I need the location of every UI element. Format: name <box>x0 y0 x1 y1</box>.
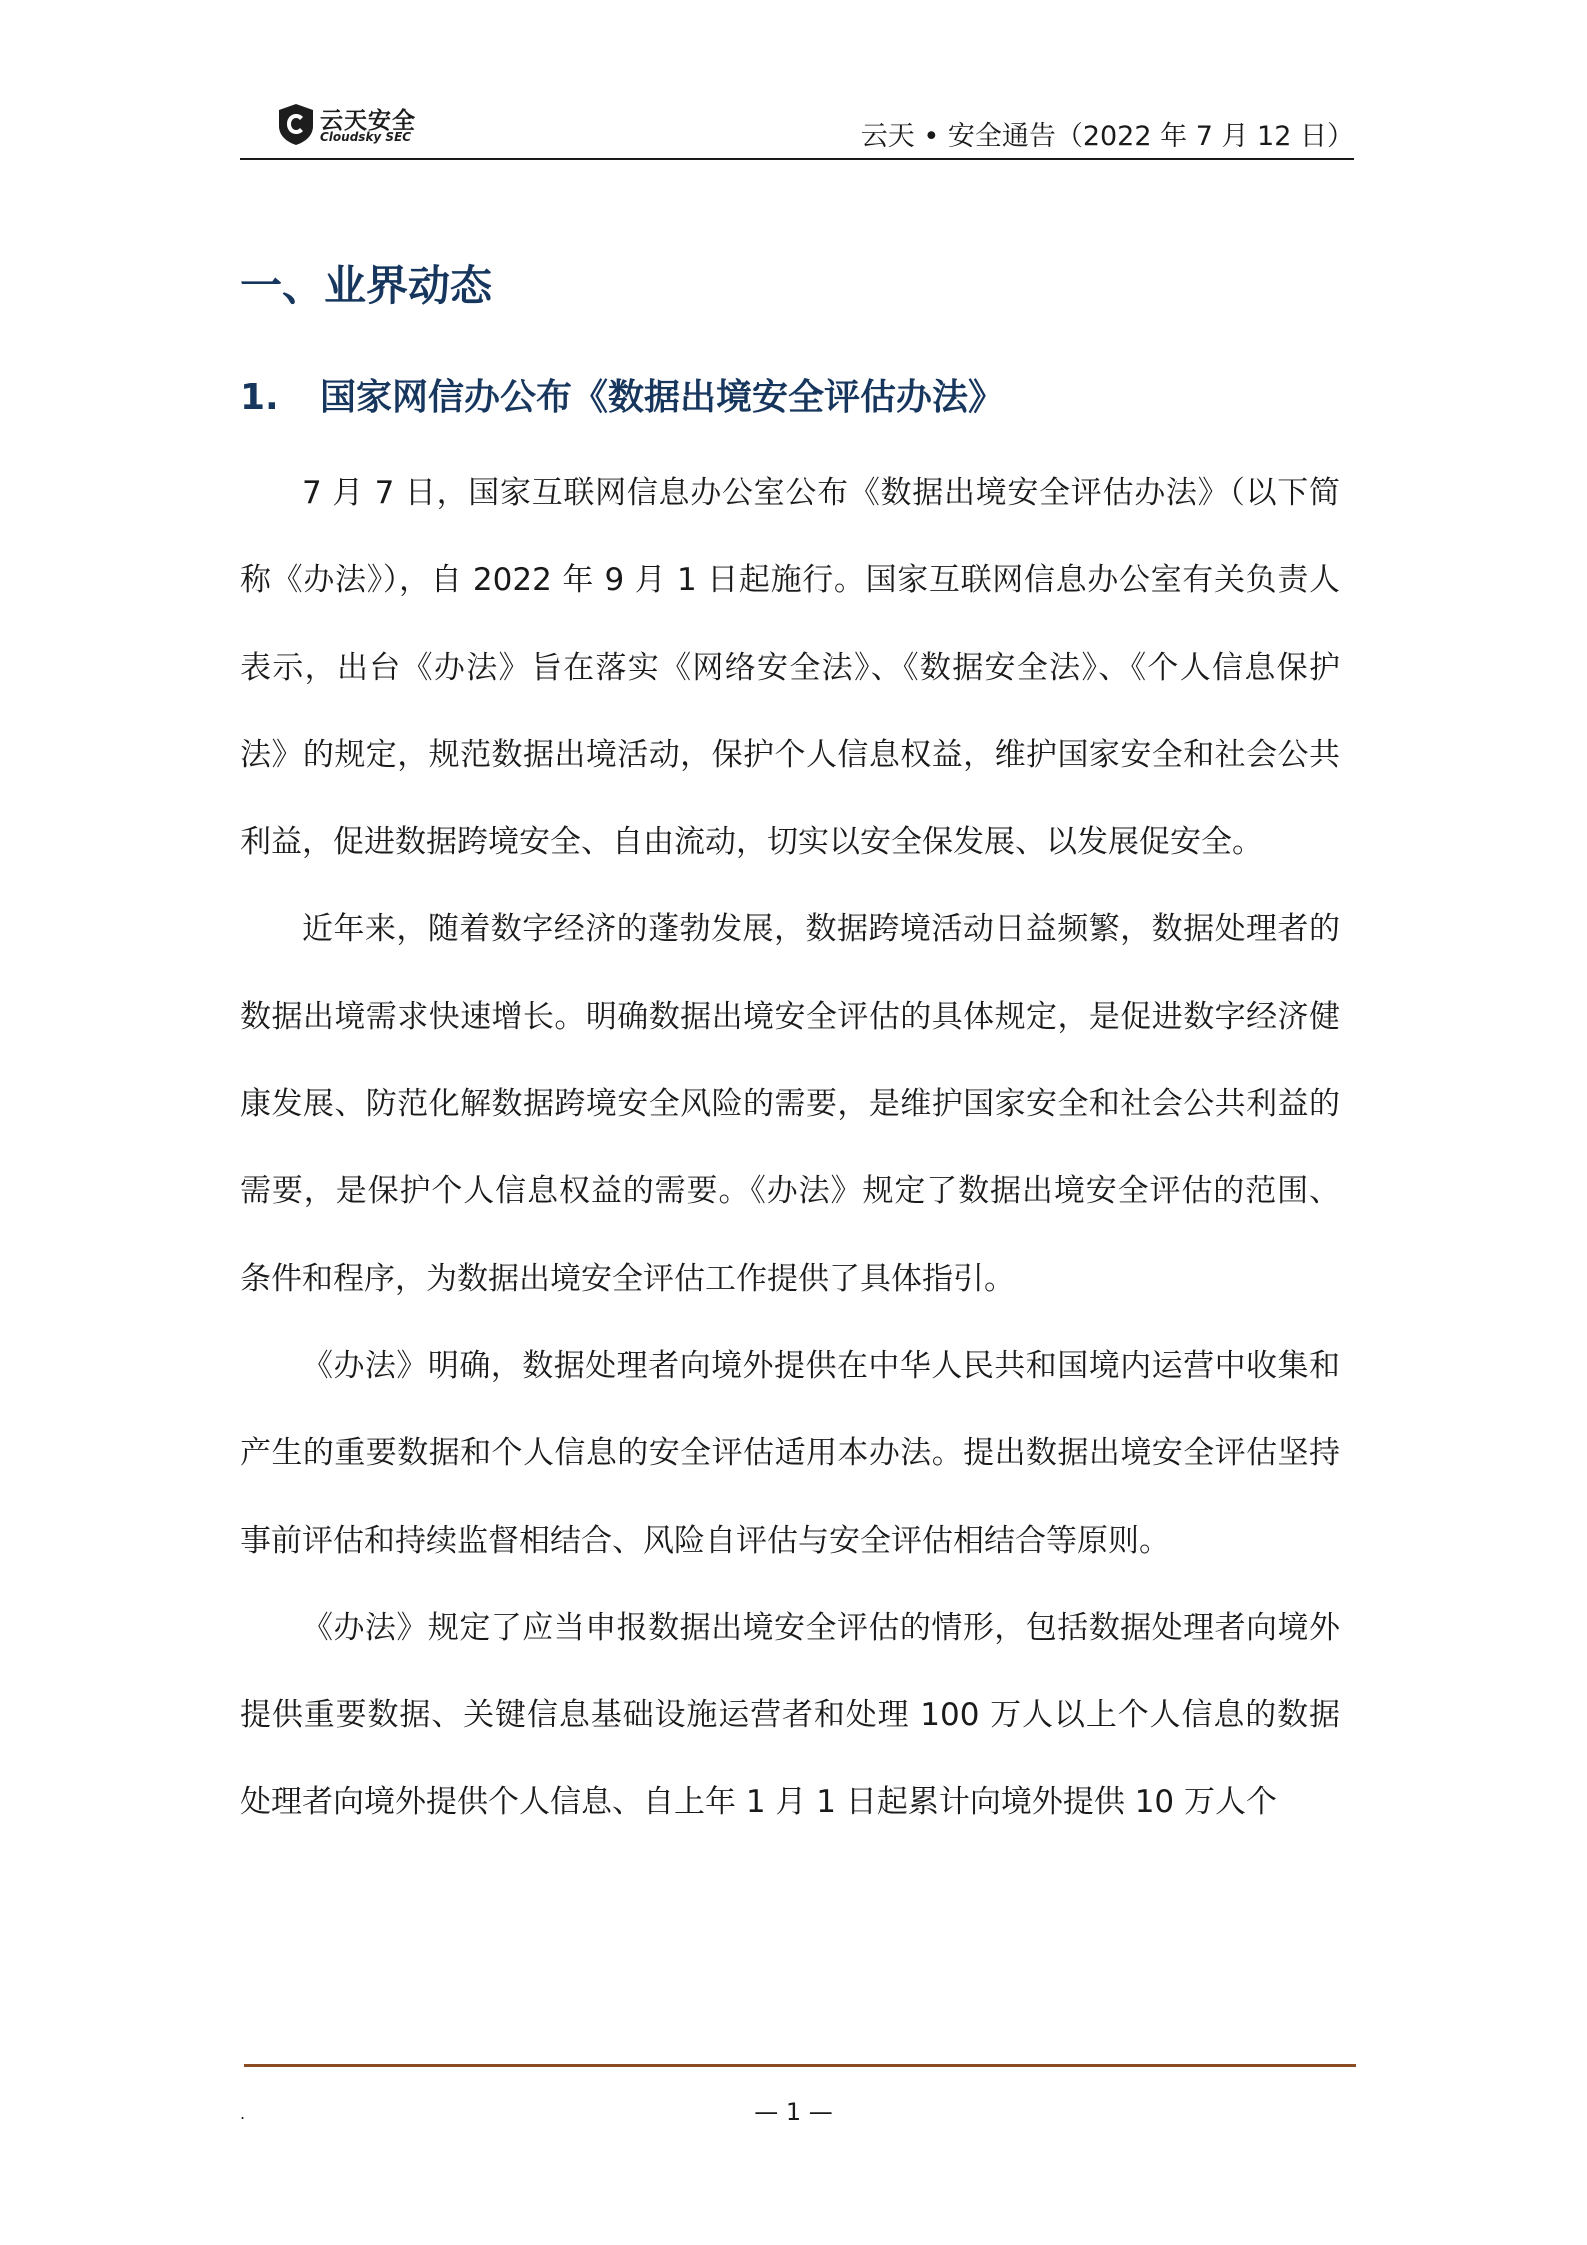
footer-dot: . <box>240 2104 246 2123</box>
subsection-title <box>240 369 1004 420</box>
subsection-number: 1. <box>240 377 279 418</box>
header-title: 云天 • 安全通告（2022 年 7 月 12 日） <box>860 121 1354 152</box>
footer-divider <box>244 2064 1356 2067</box>
logo-text-en: Cloudsky SEC <box>320 130 412 144</box>
paragraph: 7 月 7 日，国家互联网信息办公室公布《数据出境安全评估办法》（以下简称《办法》），自 2022 年 9 月 1 日起施行。国家互联网信息办公室有关负责人表示，出台《办法》旨在落实《网络安全法》、《数据安全法》、《个人信息保护法》的规定，规范数据出境活动，保护个人信息权益，维护国家安全和社会公共利益，促进数据跨境安全、自由流动，切实以安全保发展、以发展促安全。 <box>240 475 1340 861</box>
logo-text-cn: 云天安全 <box>320 108 416 134</box>
shield-c-icon <box>276 102 316 146</box>
paragraph: 近年来，随着数字经济的蓬勃发展，数据跨境活动日益频繁，数据处理者的数据出境需求快速增长。明确数据出境安全评估的具体规定，是促进数字经济健康发展、防范化解数据跨境安全风险的需要，是维护国家安全和社会公共利益的需要，是保护个人信息权益的需要。《办法》规定了数据出境安全评估的范围、条件和程序，为数据出境安全评估工作提供了具体指引。 <box>240 911 1340 1297</box>
subsection-title-text: 国家网信办公布《数据出境安全评估办法》 <box>320 377 1005 418</box>
paragraph: 《办法》规定了应当申报数据出境安全评估的情形，包括数据处理者向境外提供重要数据、关键信息基础设施运营者和处理 100 万人以上个人信息的数据处理者向境外提供个人信息、自上年 1 月 1 日起累计向境外提供 10 万人个 <box>240 1609 1340 1821</box>
header-divider <box>240 158 1354 160</box>
section-title: 一、业界动态 <box>240 261 493 310</box>
page-number: — 1 — <box>754 2098 833 2126</box>
page-header <box>240 92 1354 160</box>
paragraph: 《办法》明确，数据处理者向境外提供在中华人民共和国境内运营中收集和产生的重要数据和个人信息的安全评估适用本办法。提出数据出境安全评估坚持事前评估和持续监督相结合、风险自评估与安全评估相结合等原则。 <box>240 1347 1340 1559</box>
cloudsky-logo <box>276 98 496 146</box>
article-body <box>240 450 1340 1847</box>
